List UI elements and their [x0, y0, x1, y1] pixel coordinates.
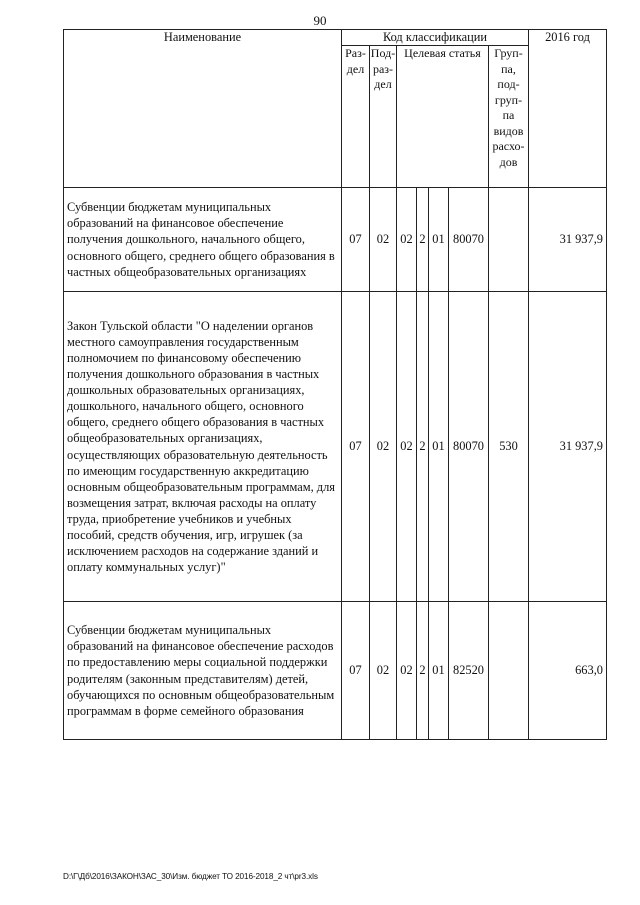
row-target-direction: 80070 — [449, 292, 489, 602]
row-name: Субвенции бюджетам муниципальных образований на финансовое обеспечение расходов по предоставлению меры социальной поддержки родителям (законным представителям) детей, обучающихся по основным общеобразовательным программам в форме семейного образования — [67, 623, 335, 718]
column-header-subsection: Под- раз- дел — [370, 46, 397, 188]
column-header-section: Раз- дел — [342, 46, 370, 188]
column-header-name: Наименование — [64, 30, 342, 188]
row-target-event: 01 — [429, 292, 449, 602]
row-name-cell — [64, 292, 342, 602]
row-subsection: 02 — [370, 602, 397, 740]
row-name: Субвенции бюджетам муниципальных образований на финансовое обеспечение получения дошкольного, начального общего, основного общего, среднего общего образования в частных общеобразовательных организациях — [67, 200, 335, 279]
row-target-direction: 80070 — [449, 188, 489, 292]
row-name-cell — [64, 602, 342, 740]
column-header-target-article: Целевая статья — [397, 46, 489, 188]
header-row-top — [64, 30, 607, 46]
row-target-subprogram: 2 — [417, 188, 429, 292]
row-target-event: 01 — [429, 188, 449, 292]
column-header-year: 2016 год — [529, 30, 607, 188]
row-target-subprogram: 2 — [417, 292, 429, 602]
file-path-footer: D:\Г\Дб\2016\ЗАКОН\ЗАС_30\Изм. бюджет ТО 2016-2018_2 чт\pr3.xls — [63, 872, 318, 881]
row-section: 07 — [342, 602, 370, 740]
table-row — [64, 292, 607, 602]
row-target-program: 02 — [397, 292, 417, 602]
column-header-classification: Код классификации — [342, 30, 529, 46]
page-number: 90 — [313, 13, 327, 28]
row-section: 07 — [342, 188, 370, 292]
row-name: Закон Тульской области "О наделении органов местного самоуправления государственным полномочием по финансовому обеспечению получения дошкольного образования в частных дошкольных образовательных организациях, дошкольного, начального общего, основного общего, среднего общего образования в частных общеобразовательных организациях, осуществляющих образовательную деятельность по имеющим государственную аккредитацию основным общеобразовательным программам, для возмещения затрат, включая расходы на оплату труда, приобретение учебников и учебных пособий, средств обучения, игр, игрушек (за исключением расходов на содержание зданий и оплату коммунальных услуг)" — [67, 318, 335, 575]
row-subsection: 02 — [370, 292, 397, 602]
row-target-event: 01 — [429, 602, 449, 740]
table-row — [64, 602, 607, 740]
row-expense-type: 530 — [489, 292, 529, 602]
row-expense-type — [489, 602, 529, 740]
row-target-program: 02 — [397, 188, 417, 292]
row-expense-type — [489, 188, 529, 292]
row-name-cell — [64, 188, 342, 292]
column-header-expense-group: Груп- па, под- груп- па видов расхо- дов — [489, 46, 529, 188]
row-target-direction: 82520 — [449, 602, 489, 740]
row-target-subprogram: 2 — [417, 602, 429, 740]
row-subsection: 02 — [370, 188, 397, 292]
row-target-program: 02 — [397, 602, 417, 740]
table-row — [64, 188, 607, 292]
row-amount: 31 937,9 — [529, 292, 607, 602]
row-section: 07 — [342, 292, 370, 602]
row-amount: 663,0 — [529, 602, 607, 740]
budget-table — [63, 29, 607, 740]
row-amount: 31 937,9 — [529, 188, 607, 292]
